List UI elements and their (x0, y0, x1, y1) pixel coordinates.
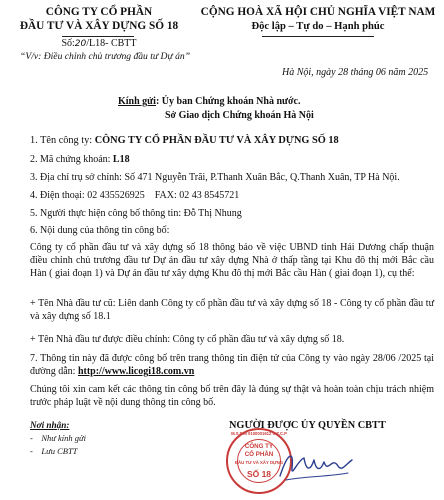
recipient-1: : Ủy ban Chứng khoán Nhà nước. (155, 96, 301, 107)
company-name-line2: ĐẦU TƯ VÀ XÂY DỰNG SỐ 18 (19, 20, 179, 32)
paragraph-old-investor: + Tên Nhà đầu tư cũ: Liên danh Công ty cổ phần đầu tư và xây dựng số 18 - Công ty cổ phần đầu tư và xây dựng số 18.1 (30, 298, 434, 323)
publication-text: 7. Thông tin này đã được công bố trên trang thông tin điện tử của Công ty vào ngày 28/06 /2025 tại đường dẫn: (30, 353, 434, 378)
nation-title: CỘNG HOÀ XÃ HỘI CHỦ NGHĨA VIỆT NAM (200, 6, 436, 18)
cc-item-2-text: Lưu CBTT (41, 446, 78, 456)
company-name-line1: CÔNG TY CỔ PHẦN (45, 6, 153, 18)
doc-number (14, 38, 184, 50)
date-line: Hà Nội, ngày 28 tháng 06 năm 2025 (282, 67, 429, 78)
cc-item-2: - Lưu CBTT (30, 446, 78, 456)
cc-item-1: - Như kính gửi (30, 433, 87, 443)
subject-line: “V/v: Điều chỉnh chủ trương đầu tư Dự án” (20, 51, 191, 62)
paragraph-publication (30, 352, 434, 378)
item-stock-code (30, 153, 434, 166)
doc-number-suffix: /L18- CBTT (86, 38, 137, 49)
item-2-label: 2. Mã chứng khoán: (30, 154, 111, 165)
doc-number-handwritten: 20 (74, 39, 87, 49)
item-1-label: 1. Tên công ty: (30, 135, 93, 146)
paragraph-announcement: Công ty cổ phần đầu tư và xây dựng số 18 thông báo về việc UBND tỉnh Hải Dương chấp thuận điều chỉnh chủ trương đầu tư Dự án đầu tư xây dựng Nhà ở thấp tầng tại Khu đô thị mới Bắc cầu Hàn ( giai đoạn 1) và Dự án đầu tư xây dựng Khu đô thị mới Bắc cầu Hàn ( giai đoạn 1), cụ thể: (30, 242, 434, 280)
recipients-list-heading: Nơi nhận: (30, 420, 70, 430)
motto: Độc lập – Tự do – Hạnh phúc (251, 21, 385, 32)
handwritten-signature (276, 446, 356, 486)
stamp-line-1: CÔNG TY (244, 443, 274, 450)
recipient-label: Kính gửi (118, 96, 156, 107)
website-link[interactable]: http://www.licogi18.com.vn (77, 366, 195, 378)
item-content-heading: 6. Nội dung của thông tin công bố: (30, 225, 170, 236)
cc-item-1-text: Như kính gửi (41, 433, 87, 443)
stamp-line-4: SỐ 18 (246, 469, 272, 479)
signer-title: NGƯỜI ĐƯỢC ỦY QUYỀN CBTT (229, 420, 386, 431)
doc-number-prefix: Số: (61, 38, 75, 49)
item-2-value: L18 (112, 154, 130, 165)
paragraph-commitment: Chúng tôi xin cam kết các thông tin công bố trên đây là đúng sự thật và hoàn toàn chịu trách nhiệm trước pháp luật về nội dung thông tin công bố. (30, 384, 434, 409)
stamp-ring-text: M.S.D.N 0100001612 C.T.C.P (231, 431, 287, 436)
header-left-rule (62, 36, 134, 37)
recipient-2: Sở Giao dịch Chứng khoán Hà Nội (165, 110, 314, 121)
item-address: 3. Địa chỉ trụ sở chính: Số 471 Nguyễn Trãi, P.Thanh Xuân Bắc, Q.Thanh Xuân, TP Hà Nội. (30, 172, 400, 183)
item-company-name (30, 134, 434, 147)
item-1-value: CÔNG TY CỔ PHẦN ĐẦU TƯ VÀ XÂY DỰNG SỐ 18 (94, 135, 339, 146)
header-right-rule (262, 36, 374, 37)
item-phone-fax: 4. Điện thoại: 02 435526925 FAX: 02 43 8545721 (30, 190, 240, 201)
paragraph-new-investor: + Tên Nhà đầu tư được điều chỉnh: Công ty cổ phần đầu tư và xây dựng số 18. (30, 334, 345, 345)
stamp-line-3: ĐẦU TƯ VÀ XÂY DỰNG (234, 460, 284, 465)
item-discloser: 5. Người thực hiện công bố thông tin: Đỗ Thị Nhung (30, 208, 242, 219)
stamp-line-2: CỔ PHẦN (244, 451, 274, 458)
recipient-line1 (118, 96, 301, 108)
